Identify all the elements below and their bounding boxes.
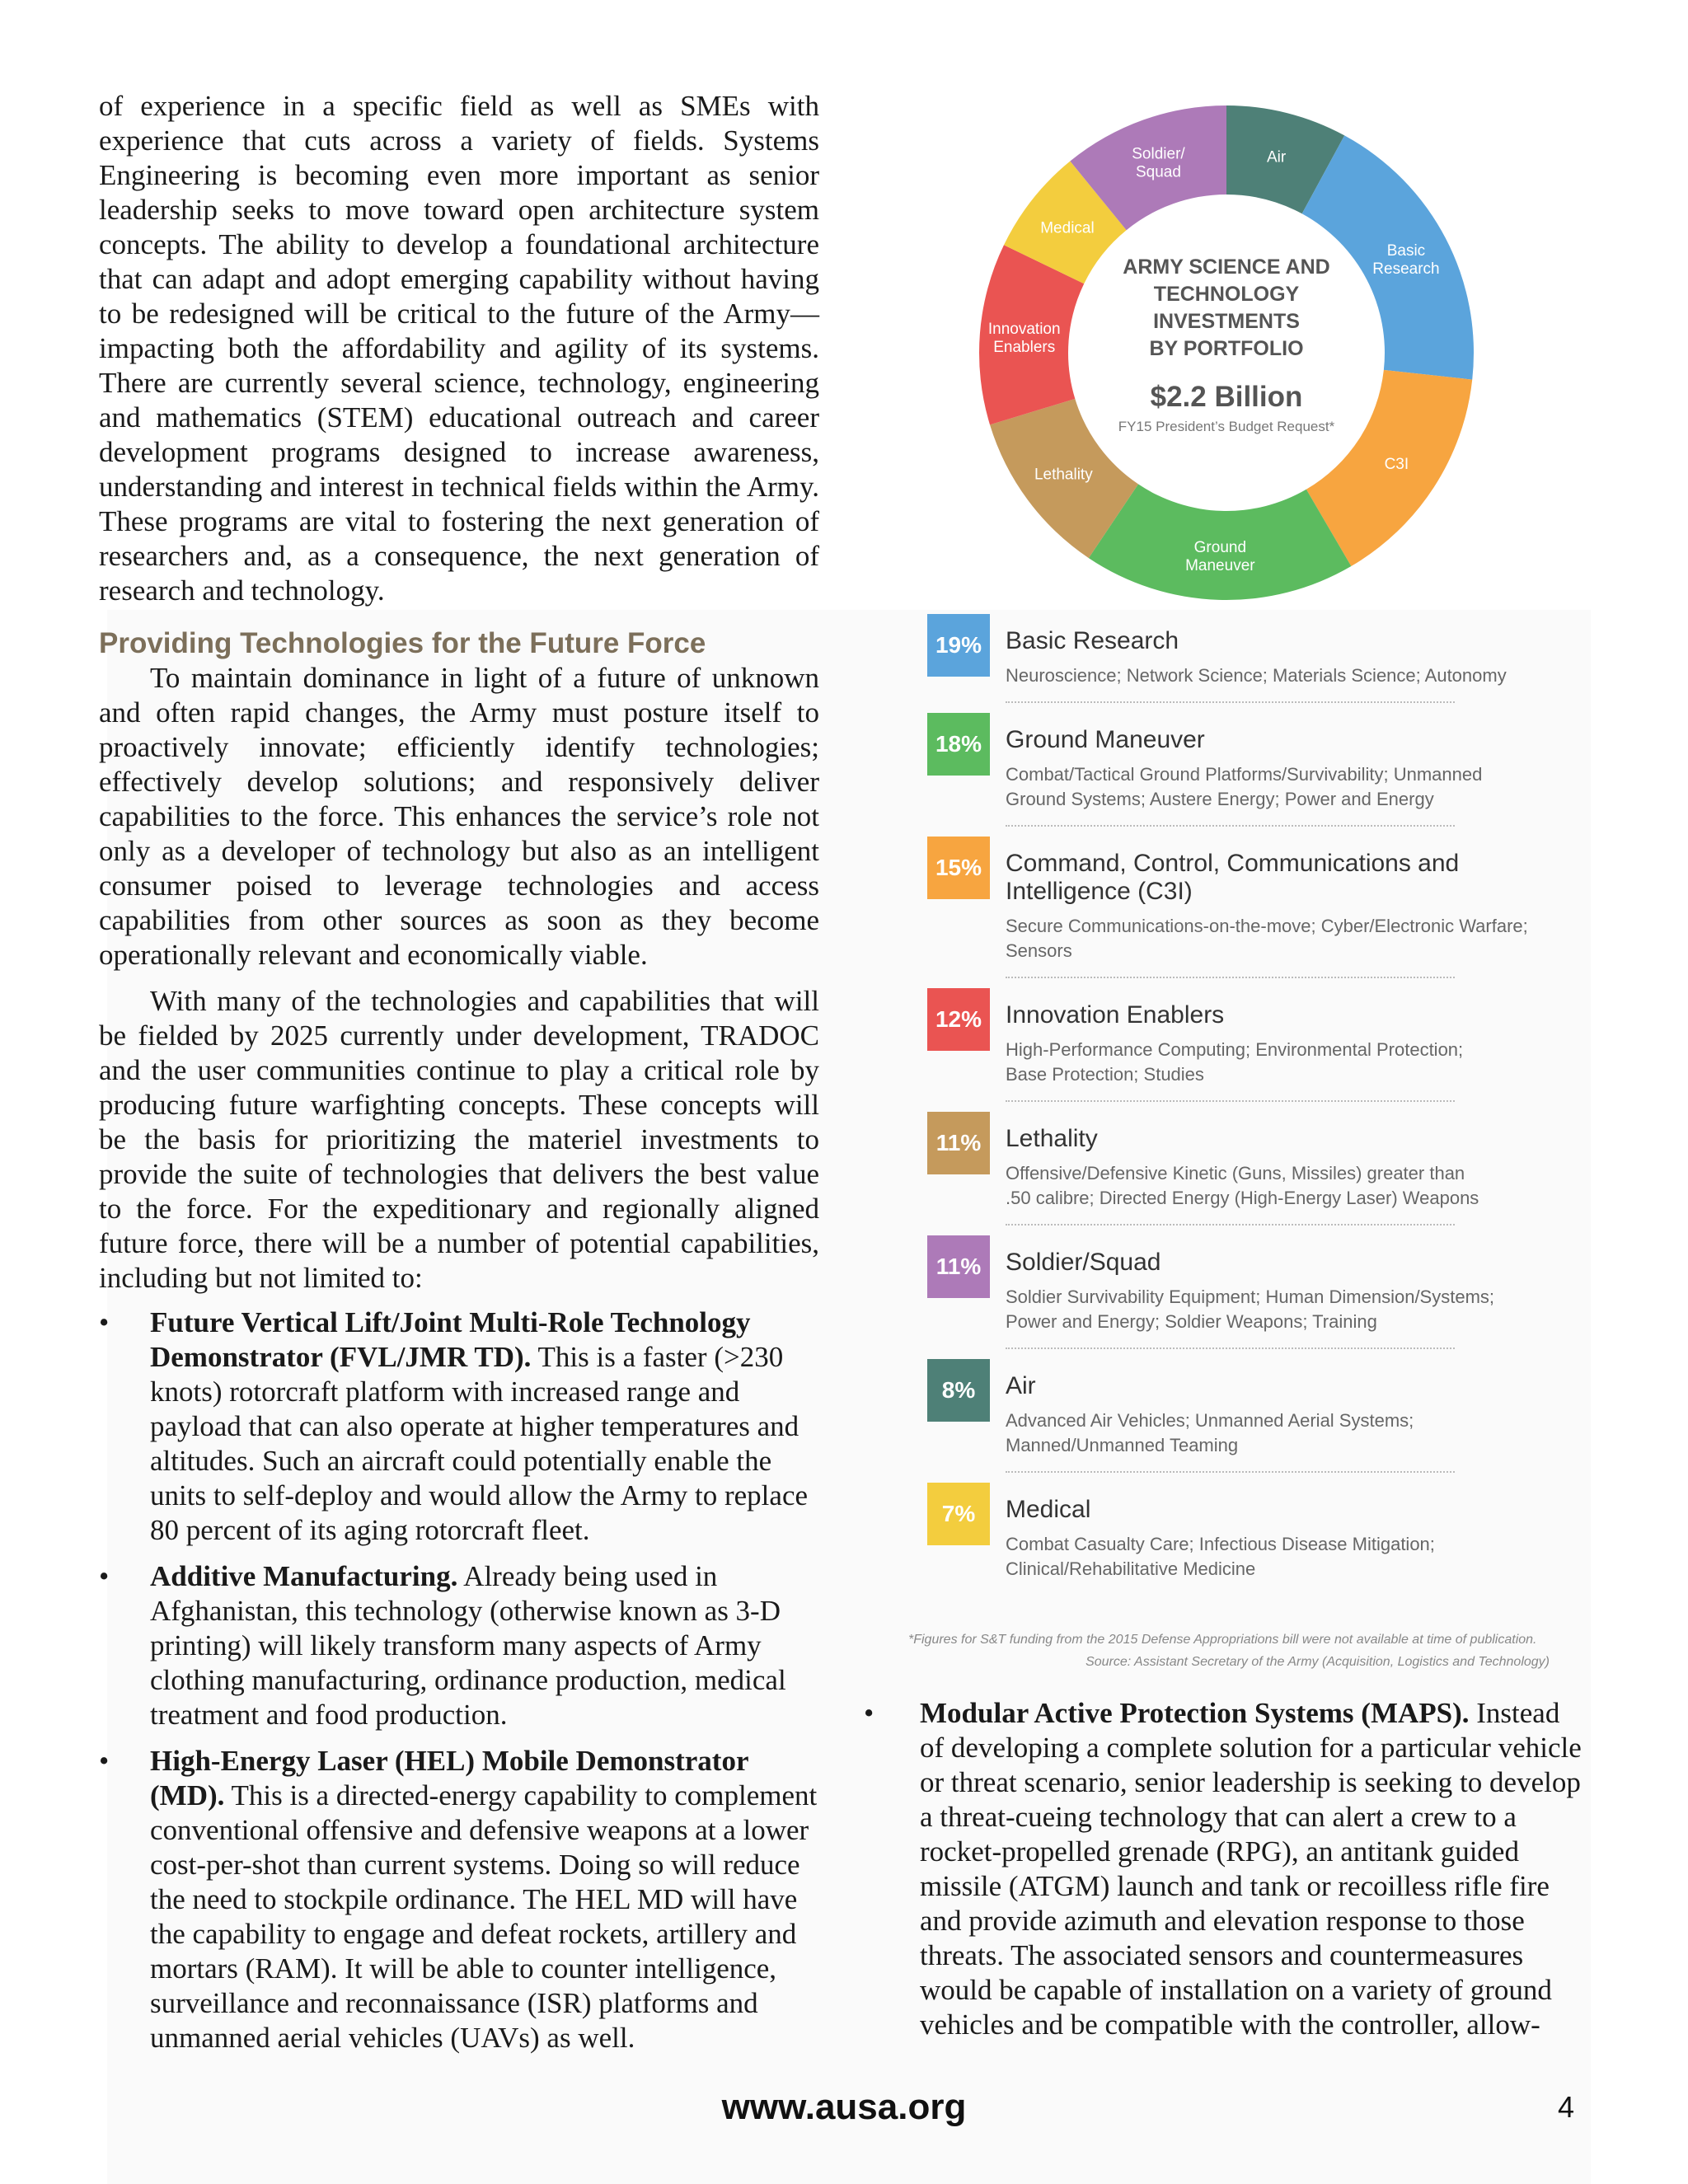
bullet-text: Instead of developing a complete solution for a particular vehicle or threat scenario, senior leadership is seeking to develop a threat-cueing technology that can alert a crew to a rocket-propelled grenade (RPG), an antitank guided missile (ATGM) launch and tank or recoilless rifle fire and provide azimuth and elevation response to those threats. The associated sensors and countermeasures would be capable of installation on a variety of ground vehicles and be compatible with the controller, allow- — [920, 1697, 1582, 2041]
category-description: Advanced Air Vehicles; Unmanned Aerial Systems; Manned/Unmanned Teaming — [1006, 1410, 1414, 1455]
slice-label-line: Lethality — [1034, 466, 1093, 484]
slice-label — [1267, 149, 1287, 166]
category-title: Lethality — [1006, 1125, 1098, 1152]
percent-badge: 12% — [927, 988, 990, 1051]
slice-label-line: C3I — [1384, 455, 1409, 473]
chart-title-line: BY PORTFOLIO — [1149, 337, 1304, 360]
capabilities-list — [99, 1305, 819, 2055]
chart-total-amount: $2.2 Billion — [1150, 381, 1303, 413]
list-item — [99, 1305, 819, 1548]
legend-item — [927, 988, 1554, 1102]
percent-badge: 8% — [927, 1359, 990, 1422]
bullet-title: Modular Active Protection Systems (MAPS). — [920, 1697, 1470, 1729]
chart-title-line: ARMY SCIENCE AND — [1123, 255, 1330, 279]
slice-label-line: Innovation — [987, 320, 1061, 338]
slice-label-line: Ground — [1193, 538, 1247, 556]
category-title: Medical — [1006, 1496, 1091, 1523]
slice-label-line: Air — [1266, 148, 1287, 166]
category-description: Offensive/Defensive Kinetic (Guns, Missiles) greater than .50 calibre; Directed Energy (High-Energy Laser) Weapons — [1006, 1163, 1479, 1208]
slice-label-line: Maneuver — [1185, 556, 1255, 574]
bullet-title: High-Energy Laser (HEL) Mobile Demonstrator (MD). — [150, 1745, 748, 1811]
dotted-divider — [1006, 1347, 1455, 1349]
slice-label-line: Medical — [1040, 219, 1095, 237]
section-heading: Providing Technologies for the Future Force — [99, 627, 706, 659]
category-title: Basic Research — [1006, 627, 1179, 654]
slice-label-line: Enablers — [993, 338, 1056, 356]
legend-item — [927, 713, 1554, 827]
list-item — [864, 1696, 1589, 2042]
chart-subtitle: FY15 President’s Budget Request* — [1118, 419, 1335, 434]
intro-paragraph: of experience in a specific field as well as SMEs with experience that cuts across a variety of fields. Systems Engineering is becoming even more important as senior leadership seeks to move toward open architecture system concepts. The ability to develop a foundational architecture that can adapt and adopt emerging capability without having to be redesigned will be critical to the future of the Army—impacting both the affordability and agility of its systems. There are currently several science, technology, engineering and mathematics (STEM) educational outreach and career development programs designed to increase awareness, understanding and interest in technical fields within the Army. These programs are vital to fostering the next generation of researchers and, as a consequence, the next generation of research and technology. — [99, 90, 819, 607]
slice-label — [988, 321, 1061, 356]
dotted-divider — [1006, 825, 1455, 827]
percent-badge: 18% — [927, 713, 990, 776]
dotted-divider — [1006, 1100, 1455, 1102]
slice-label — [1034, 466, 1093, 483]
slice-label — [1040, 219, 1094, 237]
source-text: Source: Assistant Secretary of the Army (Acquisition, Logistics and Technology) — [1085, 1655, 1550, 1669]
category-title: Soldier/Squad — [1006, 1249, 1161, 1276]
bullet-marker: • — [99, 1745, 110, 1777]
bullet-text: This is a directed-energy capability to complement conventional offensive and defensive weapons at a lower cost-per-shot than current systems. Doing so will reduce the need to stockpile ordinance. The HEL MD will have the capability to engage and defeat rockets, artillery and mortars (RAM). It will be able to counter intelligence, surveillance and reconnaissance (ISR) platforms and unmanned aerial vehicles (UAVs) as well. — [150, 1779, 818, 2054]
bullet-title: Future Vertical Lift/Joint Multi-Role Technology Demonstrator (FVL/JMR TD). — [150, 1306, 751, 1373]
slice-label-line: Squad — [1135, 163, 1181, 181]
dotted-divider — [1006, 1471, 1455, 1473]
slice-label — [1132, 145, 1185, 180]
bullet-text: Already being used in Afghanistan, this technology (otherwise known as 3-D printing) will likely transform many aspects of Army clothing manufacturing, ordinance production, medical treatment and food production. — [150, 1560, 786, 1731]
percent-badge: 7% — [927, 1483, 990, 1545]
slice-label-line: Basic — [1386, 241, 1426, 260]
percent-badge: 19% — [927, 614, 990, 677]
bullet-marker: • — [99, 1306, 110, 1338]
category-title: Innovation Enablers — [1006, 1001, 1225, 1029]
portfolio-legend — [927, 614, 1554, 1582]
paragraph-2: With many of the technologies and capabilities that will be fielded by 2025 currently under development, TRADOC and the user communities continue to play a critical role by producing future warfighting concepts. These concepts will be the basis for prioritizing the materiel investments to provide the suite of technologies that delivers the best value to the force. For the expeditionary and regionally aligned future force, there will be a number of potential capabilities, including but not limited to: — [99, 985, 819, 1294]
bullet-marker: • — [864, 1697, 874, 1729]
footer-url: www.ausa.org — [721, 2087, 967, 2127]
percent-badge: 11% — [927, 1112, 990, 1174]
dotted-divider — [1006, 701, 1455, 703]
chart-center-label — [1103, 254, 1350, 435]
percent-badge: 15% — [927, 837, 990, 899]
legend-item — [927, 614, 1554, 703]
category-title: Command, Control, Communications and Intelligence (C3I) — [1006, 850, 1460, 905]
legend-item — [927, 1235, 1554, 1349]
category-description: Soldier Survivability Equipment; Human Dimension/Systems; Power and Energy; Soldier Weapons; Training — [1006, 1286, 1495, 1332]
legend-item — [927, 1483, 1554, 1582]
bullet-text: This is a faster (>230 knots) rotorcraft platform with increased range and payload that can also operate at higher temperatures and altitudes. Such an aircraft could potentially enable the units to self-deploy and would allow the Army to replace 80 percent of its aging rotorcraft fleet. — [150, 1341, 809, 1546]
category-description: Secure Communications-on-the-move; Cyber/Electronic Warfare; Sensors — [1006, 916, 1528, 961]
chart-title-line: TECHNOLOGY INVESTMENTS — [1153, 283, 1300, 333]
category-description: Combat Casualty Care; Infectious Disease Mitigation; Clinical/Rehabilitative Medicine — [1006, 1534, 1435, 1579]
slice-label-line: Soldier/ — [1132, 145, 1185, 163]
percent-badge: 11% — [927, 1235, 990, 1298]
paragraph-1: To maintain dominance in light of a future of unknown and often rapid changes, the Army must posture itself to proactively innovate; efficiently identify technologies; effectively develop solutions; and responsively deliver capabilities to the force. This enhances the service’s role not only as a developer of technology but also as an intelligent consumer poised to leverage technologies and access capabilities from other sources as soon as they become operationally relevant and economically viable. — [99, 662, 819, 971]
footnote-text: *Figures for S&T funding from the 2015 Defense Appropriations bill were not available at time of publication. — [908, 1633, 1537, 1647]
category-description: Neuroscience; Network Science; Materials Science; Autonomy — [1006, 665, 1507, 686]
dotted-divider — [1006, 1224, 1455, 1226]
list-item — [99, 1559, 819, 1732]
page-number: 4 — [1558, 2090, 1575, 2124]
category-description: Combat/Tactical Ground Platforms/Survivability; Unmanned Ground Systems; Austere Energy; Power and Energy — [1006, 764, 1483, 809]
slice-label — [1385, 456, 1409, 473]
right-column-text — [864, 1696, 1589, 2042]
bullet-title: Additive Manufacturing. — [150, 1560, 458, 1592]
category-description: High-Performance Computing; Environmental Protection; Base Protection; Studies — [1006, 1039, 1464, 1085]
legend-item — [927, 1112, 1554, 1226]
legend-item — [927, 837, 1554, 978]
chart-title — [1103, 254, 1350, 363]
chart-footnote — [907, 1629, 1550, 1673]
bullet-marker: • — [99, 1560, 110, 1592]
slice-label-line: Research — [1372, 260, 1440, 278]
list-item — [99, 1744, 819, 2055]
investment-donut-chart — [963, 89, 1490, 616]
slice-label — [1185, 539, 1255, 574]
category-title: Air — [1006, 1372, 1036, 1399]
left-column — [99, 89, 819, 2067]
legend-item — [927, 1359, 1554, 1473]
dotted-divider — [1006, 977, 1455, 978]
category-title: Ground Maneuver — [1006, 726, 1205, 753]
